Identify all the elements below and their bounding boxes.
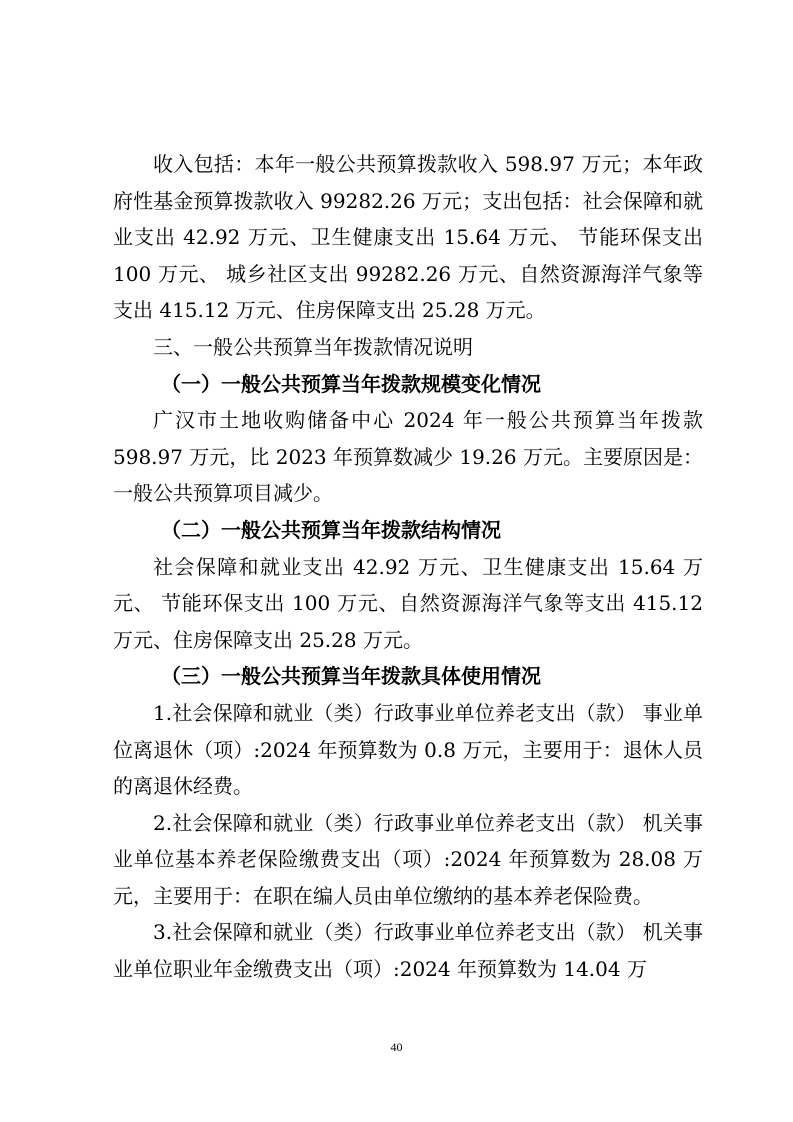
list-item-2: 2.社会保障和就业（类）行政事业单位养老支出（款） 机关事业单位基本养老保险缴费支出（项）:2024 年预算数为 28.08 万元，主要用于：在职在编人员由单位缴纳的基本养老保险费。	[113, 810, 703, 908]
section-heading-general-budget: 三、一般公共预算当年拨款情况说明	[153, 334, 473, 359]
document-body	[113, 146, 703, 988]
page-number: 40	[390, 1040, 403, 1054]
paragraph-income-expenditure: 收入包括：本年一般公共预算拨款收入 598.97 万元；本年政府性基金预算拨款收入 99282.26 万元；支出包括：社会保障和就业支出 42.92 万元、卫生健康支出 15.64 万元、 节能环保支出 100 万元、 城乡社区支出 99282.26 万元、自然资源海洋气象等支出 415.12 万元、住房保障支出 25.28 万元。	[113, 152, 703, 323]
subheading-scale-change: （一）一般公共预算当年拨款规模变化情况	[161, 371, 541, 396]
paragraph-scale-change: 广汉市土地收购储备中心 2024 年一般公共预算当年拨款 598.97 万元，比 2023 年预算数减少 19.26 万元。主要原因是：一般公共预算项目减少。	[113, 408, 703, 506]
subheading-structure: （二）一般公共预算当年拨款结构情况	[161, 517, 501, 542]
paragraph-structure: 社会保障和就业支出 42.92 万元、卫生健康支出 15.64 万元、 节能环保支出 100 万元、自然资源海洋气象等支出 415.12 万元、住房保障支出 25.28 万元。	[113, 554, 703, 652]
subheading-specific-use: （三）一般公共预算当年拨款具体使用情况	[161, 664, 541, 689]
list-item-3: 3.社会保障和就业（类）行政事业单位养老支出（款） 机关事业单位职业年金缴费支出（项）:2024 年预算数为 14.04 万	[113, 920, 703, 982]
list-item-1: 1.社会保障和就业（类）行政事业单位养老支出（款） 事业单位离退休（项）:2024 年预算数为 0.8 万元，主要用于：退休人员的离退休经费。	[113, 700, 703, 799]
